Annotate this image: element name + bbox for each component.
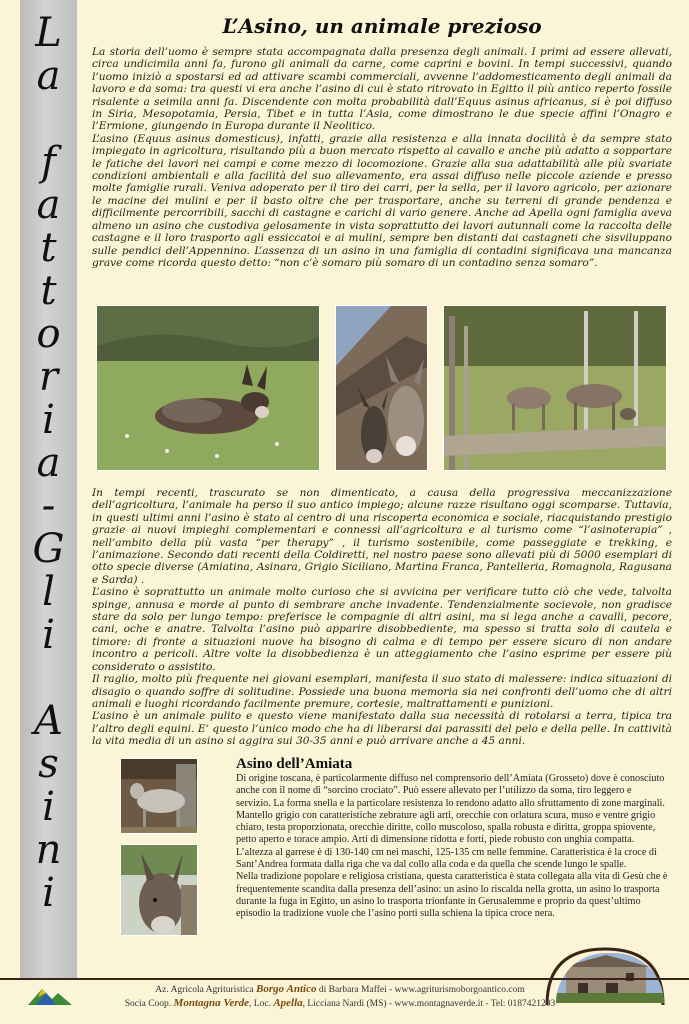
footer-line2-mid: , Loc.: [249, 999, 271, 1009]
amiata-text: [236, 773, 668, 921]
amiata-title: Asino dell’Amiata: [236, 756, 353, 772]
footer-line-2: [80, 997, 600, 1011]
vertical-title-letter: L: [35, 10, 62, 56]
vertical-title-letter: t: [40, 225, 57, 271]
vertical-title-letter: r: [38, 354, 59, 400]
footer-brand-montagna-verde: Montagna Verde: [173, 997, 250, 1009]
vertical-title-letter: -: [41, 483, 56, 529]
sidebar-band: [20, 0, 77, 980]
photo-donkeys-field: [443, 305, 667, 471]
montagna-verde-logo-icon: [28, 985, 72, 1005]
two-donkeys-image: [336, 306, 428, 471]
photo-two-donkeys: [335, 305, 428, 471]
footer-line1-prefix: Az. Agricola Agrituristica: [155, 985, 254, 995]
footer-divider: [0, 978, 689, 980]
vertical-title-letter: n: [35, 827, 62, 873]
body-paragraph: L’asino è soprattutto un animale molto curioso che si avvicina per verificare tutto ciò che vede, talvolta spinge, annusa e morde al punto di sembrare anche invadente. Tendenzialmente socievole, non gradisce stare da solo per lungo tempo: preferisce le compagnie di altri asini, ma si lega anche a cavalli, pecore, cani, oche e anatre. Talvolta l’asino può apparire disobbediente, ma spesso si tratta solo di cautela e timore: di fronte a situazioni nuove ha bisogno di calma e di tempo per essere sicuro di non andare incontro a pericoli. Altre volte la disobbedienza è un atteggiamento che l’asino esprime per essere più considerato o assistito.: [92, 586, 672, 673]
vertical-title-letter: l: [42, 569, 55, 615]
vertical-title-letter: i: [42, 784, 55, 830]
vertical-title-letter: i: [42, 870, 55, 916]
amiata-paragraph: Nella tradizione popolare e religiosa cristiana, questa caratteristica è stata collegata alla vita di Gesù che è frequentemente scandita dalla presenza dell’asino: un asino lo riscalda nella grotta, un asino lo trasporta durante la fuga in Egitto, un asino lo trasporta trionfante in Gerusalemme e proprio da quest’ultimo episodio la tradizione vuole che l’asino porti sulla schiena la tipica croce nera.: [236, 871, 668, 920]
vertical-title-letter: i: [42, 397, 55, 443]
body-paragraph: In tempi recenti, trascurato se non dimenticato, a causa della progressiva meccanizzazione dell’agricoltura, l’animale ha perso il suo antico impiego; alcune razze risultano oggi scomparse. Tuttavia, in questi ultimi anni l’asino è stato al centro di una riscoperta economica e sociale, riacquistando prestigio grazie ai nuovi impieghi complementari e connessi all’agricoltura e al turismo come “l’asinoterapia” , nell’ambito della più vasta “per therapy” , il turismo sostenibile, come passeggiate e trekking, e l’animazione. Secondo dati recenti della Coldiretti, nel nostro paese sono allevati più di 5000 esemplari di otto specie diverse (Amiatina, Asinara, Grigio Siciliano, Martina Franca, Pantelleria, Romagnola, Ragusana e Sarda) .: [92, 487, 672, 586]
vertical-title-letter: G: [32, 526, 65, 572]
intro-paragraph: La storia dell’uomo è sempre stata accompagnata dalla presenza degli animali. I primi ad essere allevati, circa undicimila anni fa, furono gli animali da carne, come caprini e bovini. In tempi successivi, quando l’uomo iniziò a spostarsi ed ad attivare scambi commerciali, avvenne l’addomesticamento degli animali da lavoro e da soma: tra questi vi era anche l’asino di cui è stato ritrovato in Egitto il più antico reperto fossile risalente a seimila anni fa. Discendente con molta probabilità dall’Equus asinus africanus, si è poi diffuso in Siria, Mesopotamia, Persia, Tibet e in tutta l’Asia, come dimostrano le due specie affini l’Onagro e l’Ermione, giungendo in Europa durante il Neolitico.: [92, 46, 672, 133]
vertical-title-letter: f: [41, 139, 56, 185]
footer-brand-borgo-antico: Borgo Antico: [256, 983, 317, 995]
donkeys-field-image: [444, 306, 667, 471]
photo-donkey-head: [120, 844, 198, 936]
body-paragraph: Il raglio, molto più frequente nei giovani esemplari, manifesta il suo stato di malessere: indica situazioni di disagio o quando soffre di solitudine. Possiede una buona memoria sia nei confronti dell’uomo che di altri animali e luoghi ricordando facilmente premure, cortesie, maltrattamenti e punizioni.: [92, 673, 672, 710]
footer-place-apella: Apella: [273, 997, 303, 1009]
footer-line2-suffix: , Licciana Nardi (MS) - www.montagnaverde.it - Tel: 0187421203: [302, 999, 556, 1009]
vertical-title-letter: o: [36, 311, 61, 357]
vertical-title-letter: s: [38, 741, 59, 787]
vertical-title-letter: a: [36, 440, 61, 486]
amiata-paragraph: Di origine toscana, è particolarmente diffuso nel comprensorio dell’Amiata (Grosseto) dove è conosciuto anche con il nome di “sorcino crociato”. Può essere allevato per l’utilizzo da soma, tiro leggero e servizio. La forma snella e la particolare resistenza lo rendono adatto allo sfruttamento di zone marginali. Mantello grigio con caratteristiche zebrature agli arti, orecchie con orlatura scura, muso e ventre grigio chiaro, testa proporzionata, orecchie diritte, collo muscoloso, spalla robusta e diritta, groppa spiovente, petto aperto e torace ampio. Arti di dimensione ridotta e forti, piede robusto con unghia compatta. L’altezza al garrese è di 130-140 cm nei maschi, 125-135 cm nelle femmine. Caratteristica è la croce di Sant’Andrea formata dalla riga che va dal collo alla coda e da quella che scende lungo le spalle.: [236, 773, 665, 871]
body-text: [92, 487, 672, 748]
vertical-title-letter: i: [42, 612, 55, 658]
donkey-lying-image: [97, 306, 320, 471]
vertical-title-letter: a: [36, 53, 61, 99]
intro-paragraph: L’asino (Equus asinus domesticus), infatti, grazie alla resistenza e alla innata docilità è da sempre stato impiegato in agricoltura, risultando più a buon mercato rispetto al cavallo e anche più adatto a sopportare le fatiche dei lavori nei campi e come mezzo di locomozione. Grazie alla sua adattabilità alle più svariate condizioni ambientali e alla facilità del suo allevamento, era assai diffuso nelle piccole aziende e presso molte famiglie rurali. Veniva adoperato per il tiro dei carri, per la sella, per il lavoro agricolo, per azionare le macine dei mulini e per il basto oltre che per trasportare, anche su terreni di grande pendenza e difficilmente percorribili, sacchi di castagne e carichi di vario genere. Anche ad Apella ogni famiglia aveva almeno un asino che custodiva gelosamente in vista soprattutto dei lavori autunnali come la raccolta delle castagne e il loro trasporto agli essiccatoi e ai mulini, sempre ben distanti dai castagneti che sisviluppano sulle pendici dell’Appennino. L’assenza di un asino in una famiglia di contadini significava una mancanza grave come ricorda questo detto: “non c’è somaro più somaro di un contadino senza somaro”.: [92, 132, 672, 269]
footer-line2-prefix: Socia Coop.: [124, 999, 172, 1009]
vertical-title-letter: t: [40, 268, 57, 314]
body-paragraph: L’asino è un animale pulito e questo viene manifestato dalla sua necessità di rotolarsi a terra, tipica tra l’altro degli equini. E’ questo l’unico modo che ha di liberarsi dai parassiti del pelo e della pelle. In cattività la vita media di un asino si aggira sui 30-35 anni e può arrivare anche a 45 anni.: [92, 710, 672, 748]
donkey-head-image: [121, 845, 198, 936]
photo-donkey-lying: [96, 305, 320, 471]
footer-line-1: [80, 983, 600, 997]
page-title: L’Asino, un animale prezioso: [222, 14, 542, 38]
photo-grey-donkey-stable: [120, 758, 198, 834]
footer-credits: [80, 983, 600, 1011]
footer-line1-suffix: di Barbara Maffei - www.agriturismoborgoantico.com: [318, 985, 525, 995]
vertical-title-letter: A: [34, 698, 63, 744]
grey-donkey-image: [121, 759, 198, 834]
intro-text: [92, 46, 672, 269]
vertical-title: [20, 12, 77, 915]
vertical-title-letter: a: [36, 182, 61, 228]
